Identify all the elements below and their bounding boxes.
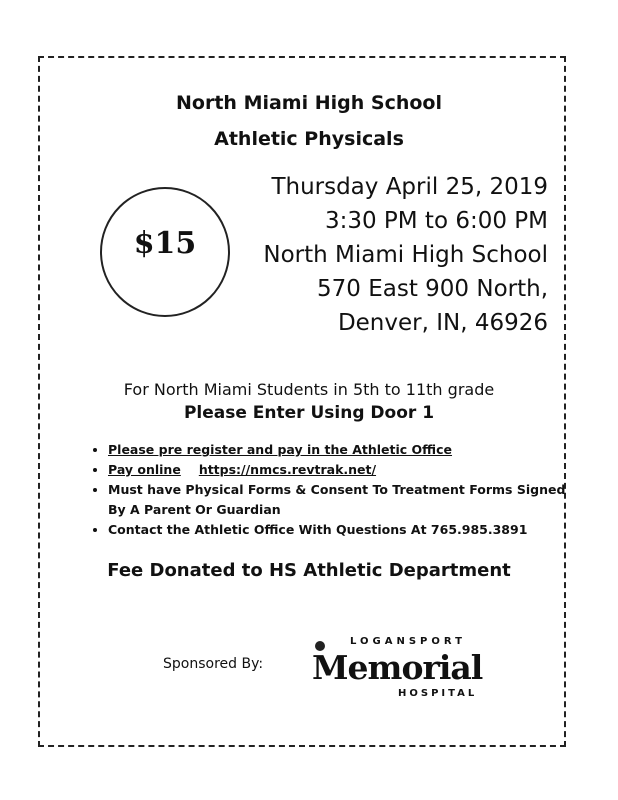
list-item: [108, 460, 578, 480]
event-time: 3:30 PM to 6:00 PM: [324, 208, 548, 234]
pay-online-link[interactable]: https://nmcs.revtrak.net/: [198, 462, 377, 477]
logo-top-text: LOGANSPORT: [350, 636, 466, 647]
entrance-text: Please Enter Using Door 1: [183, 403, 435, 423]
event-address: 570 East 900 North,: [317, 276, 548, 302]
preregister-text: Please pre register and pay in the Athletic Office: [108, 442, 453, 457]
pay-online-label: Pay online: [108, 462, 181, 477]
logo-main-text: Memorial: [312, 648, 483, 687]
event-location: North Miami High School: [263, 242, 548, 268]
eligibility-text: For North Miami Students in 5th to 11th grade: [123, 380, 495, 399]
price-label: $15: [133, 226, 197, 261]
list-item: [108, 480, 578, 520]
info-list: [92, 440, 578, 540]
contact-text: Contact the Athletic Office With Questions At 765.985.3891: [108, 522, 528, 537]
event-date: Thursday April 25, 2019: [271, 174, 548, 200]
logo-bottom-text: HOSPITAL: [398, 688, 478, 699]
list-item: [108, 520, 578, 540]
fee-note: Fee Donated to HS Athletic Department: [107, 560, 511, 581]
event-title: Athletic Physicals: [214, 128, 404, 150]
forms-text: Must have Physical Forms & Consent To Treatment Forms Signed By A Parent Or Guardian: [108, 482, 566, 517]
list-item: [108, 440, 578, 460]
event-city: Denver, IN, 46926: [337, 310, 548, 336]
school-title: North Miami High School: [176, 92, 442, 114]
hospital-logo: [300, 636, 500, 704]
sponsor-label: Sponsored By:: [163, 656, 264, 672]
